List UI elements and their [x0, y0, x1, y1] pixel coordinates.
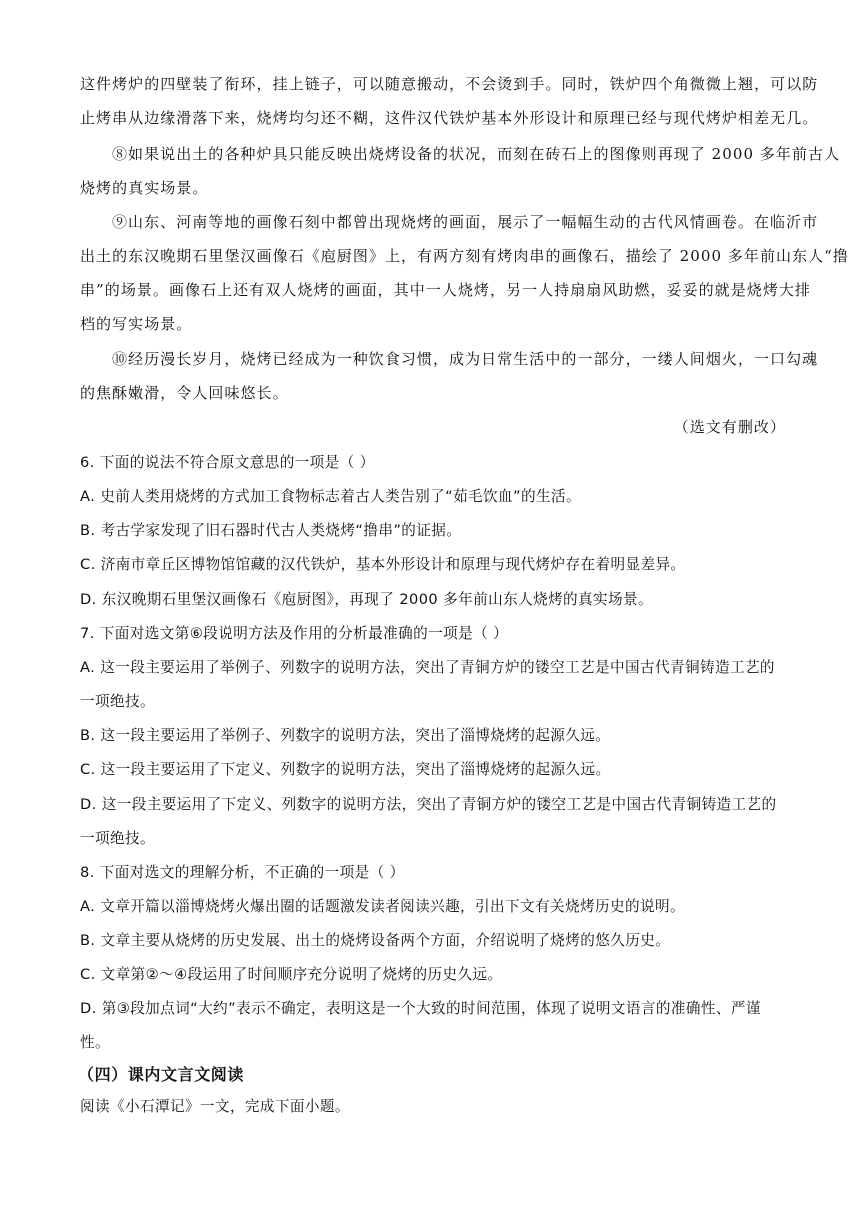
- question-7-option-b: B. 这一段主要运用了举例子、列数字的说明方法，突出了淄博烧烤的起源久远。: [80, 727, 611, 744]
- question-8-option-d-line1: D. 第③段加点词“大约”表示不确定，表明这是一个大致的时间范围，体现了说明文语言的准确性、严谨: [80, 1000, 761, 1017]
- passage-p10-line2: 的焦酥嫩滑，令人回味悠长。: [80, 384, 289, 402]
- passage-p10-line1: ⑩经历漫长岁月，烧烤已经成为一种饮食习惯，成为日常生活中的一部分，一缕人间烟火，一口勾魂: [112, 350, 819, 368]
- question-8-stem: 8. 下面对选文的理解分析，不正确的一项是（ ）: [80, 864, 405, 881]
- question-8-option-d-line2: 性。: [80, 1034, 110, 1051]
- question-7-option-d-line1: D. 这一段主要运用了下定义、列数字的说明方法，突出了青铜方炉的镂空工艺是中国古代青铜铸造工艺的: [80, 796, 777, 813]
- section-4-instruction: 阅读《小石潭记》一文，完成下面小题。: [80, 1098, 350, 1115]
- source-note: （选文有删改）: [673, 418, 786, 436]
- passage-p9-line3: 串”的场景。画像石上还有双人烧烤的画面，其中一人烧烤，另一人持扇扇风助燃，妥妥的就是烧烤大排: [80, 281, 811, 299]
- question-6-option-d: D. 东汉晚期石里堡汉画像石《庖厨图》，再现了 2000 多年前山东人烧烤的真实场景。: [80, 591, 654, 608]
- passage-p9-line1: ⑨山东、河南等地的画像石刻中都曾出现烧烤的画面，展示了一幅幅生动的古代风情画卷。在临沂市: [112, 213, 819, 231]
- question-6-stem: 6. 下面的说法不符合原文意思的一项是（ ）: [80, 454, 375, 471]
- question-7-option-a-line2: 一项绝技。: [80, 693, 155, 710]
- passage-p7-line1: 这件烤炉的四壁装了衔环，挂上链子，可以随意搬动，不会烫到手。同时，铁炉四个角微微上翘，可以防: [80, 75, 819, 93]
- question-8-option-b: B. 文章主要从烧烤的历史发展、出土的烧烤设备两个方面，介绍说明了烧烤的悠久历史。: [80, 932, 671, 949]
- passage-p9-line2: 出土的东汉晚期石里堡汉画像石《庖厨图》上，有两方刻有烤肉串的画像石，描绘了 2000 多年前山东人“撸: [80, 247, 849, 265]
- question-7-option-a-line1: A. 这一段主要运用了举例子、列数字的说明方法，突出了青铜方炉的镂空工艺是中国古代青铜铸造工艺的: [80, 659, 775, 676]
- section-4-heading: （四）课内文言文阅读: [78, 1065, 245, 1084]
- question-8-option-a: A. 文章开篇以淄博烧烤火爆出圈的话题激发读者阅读兴趣，引出下文有关烧烤历史的说明。: [80, 898, 685, 915]
- passage-p8-line1: ⑧如果说出土的各种炉具只能反映出烧烤设备的状况，而刻在砖石上的图像则再现了 2000 多年前古人: [112, 145, 841, 163]
- question-6-option-c: C. 济南市章丘区博物馆馆藏的汉代铁炉，基本外形设计和原理与现代烤炉存在着明显差异。: [80, 556, 686, 573]
- question-7-option-c: C. 这一段主要运用了下定义、列数字的说明方法，突出了淄博烧烤的起源久远。: [80, 761, 611, 778]
- question-8-option-c: C. 文章第②～④段运用了时间顺序充分说明了烧烤的历史久远。: [80, 966, 503, 983]
- passage-p7-line2: 止烤串从边缘滑落下来，烧烤均匀还不糊，这件汉代铁炉基本外形设计和原理已经与现代烤炉相差无几。: [80, 109, 819, 127]
- passage-p9-line4: 档的写实场景。: [80, 315, 193, 333]
- question-6-option-a: A. 史前人类用烧烤的方式加工食物标志着古人类告别了“茹毛饮血”的生活。: [80, 488, 581, 505]
- question-7-stem: 7. 下面对选文第⑥段说明方法及作用的分析最准确的一项是（ ）: [80, 625, 509, 642]
- passage-p8-line2: 烧烤的真实场景。: [80, 179, 209, 197]
- question-7-option-d-line2: 一项绝技。: [80, 830, 155, 847]
- question-6-option-b: B. 考古学家发现了旧石器时代古人类烧烤“撸串”的证据。: [80, 522, 462, 539]
